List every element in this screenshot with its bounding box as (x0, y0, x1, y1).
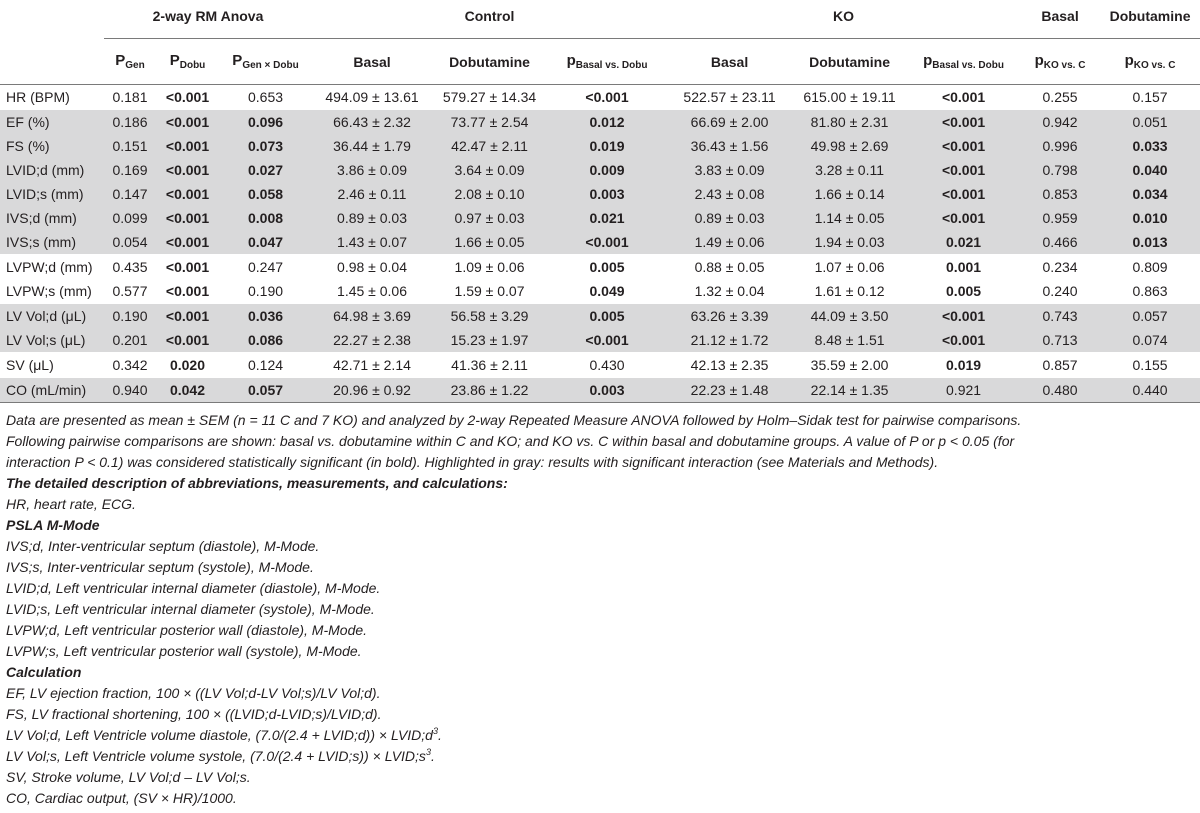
group-control: Control (312, 0, 667, 39)
cell-control-p: <0.001 (547, 230, 667, 255)
col-ko-basal: Basal (667, 39, 792, 85)
cell-basal-p: 0.234 (1042, 259, 1078, 275)
cell-p-gen: 0.099 (104, 206, 156, 230)
cell-dobutamine-p: 0.074 (1100, 328, 1200, 353)
cell-p-gen: 0.054 (104, 230, 156, 255)
cell-ko-dobutamine: 8.48 ± 1.51 (792, 328, 907, 353)
table-row (0, 255, 1200, 280)
cell-dobutamine-p: 0.157 (1100, 85, 1200, 110)
cell-basal-p: 0.857 (1020, 353, 1100, 378)
cell-p-gen: 0.342 (104, 353, 156, 378)
table-footnotes (6, 410, 1196, 809)
cell-ko-dobutamine: 1.07 ± 0.06 (814, 259, 885, 275)
cell-ko-p: 0.019 (907, 353, 1020, 378)
note-methods-3: interaction P < 0.1) was considered statistically significant (in bold). Highlighted in gray: results with significant interaction (see Materials and Methods). (6, 454, 939, 470)
cell-p-interaction: 0.058 (219, 182, 312, 206)
note-methods-1: Data are presented as mean ± SEM (n = 11 C and 7 KO) and analyzed by 2-way Repeated Measure ANOVA followed by Holm–Sidak test for pairwise comparisons. (6, 412, 1022, 428)
cell-control-dobutamine: 1.59 ± 0.07 (432, 279, 547, 304)
cell-control-basal: 64.98 ± 3.69 (312, 304, 432, 329)
note-heading-psla: PSLA M-Mode (6, 517, 100, 533)
group-anova: 2-way RM Anova (104, 0, 312, 39)
cell-ko-basal: 22.23 ± 1.48 (667, 378, 792, 403)
table-row (0, 353, 1200, 378)
cell-p-dobu: <0.001 (156, 230, 219, 255)
cell-row-label: LV Vol;s (μL) (0, 328, 104, 353)
cell-control-p: <0.001 (547, 328, 667, 353)
cell-ko-dobutamine: 615.00 ± 19.11 (792, 85, 907, 110)
cell-p-dobu: <0.001 (156, 304, 219, 329)
cell-control-basal: 494.09 ± 13.61 (312, 85, 432, 110)
cell-row-label: FS (%) (0, 134, 104, 158)
cell-ko-dobutamine: 1.14 ± 0.05 (792, 206, 907, 230)
table-row (0, 206, 1200, 230)
cell-ko-p: <0.001 (907, 304, 1020, 329)
cell-dobutamine-p: 0.010 (1100, 206, 1200, 230)
cell-ko-dobutamine: 81.80 ± 2.31 (792, 110, 907, 135)
cell-basal-p: 0.480 (1020, 378, 1100, 403)
col-basal-p: $p_{KO vs. C}$ (1020, 39, 1100, 85)
cell-control-p: 0.003 (547, 182, 667, 206)
cell-ko-p: <0.001 (907, 110, 1020, 135)
echo-table (0, 0, 1200, 403)
cell-p-dobu: 0.020 (156, 353, 219, 378)
cell-basal-p: 0.466 (1020, 230, 1100, 255)
cell-ko-basal: 63.26 ± 3.39 (667, 304, 792, 329)
cell-ko-dobutamine: 49.98 ± 2.69 (792, 134, 907, 158)
cell-control-dobutamine: 3.64 ± 0.09 (432, 158, 547, 182)
note-lvvold: LV Vol;d, Left Ventricle volume diastole, (7.0/(2.4 + LVID;d)) × $LVID;d^3$. (6, 726, 442, 743)
cell-control-basal: 22.27 ± 2.38 (312, 328, 432, 353)
cell-control-dobutamine: 579.27 ± 14.34 (432, 85, 547, 110)
cell-ko-basal: 42.13 ± 2.35 (667, 353, 792, 378)
note-lvpws: LVPW;s, Left ventricular posterior wall (systole), M-Mode. (6, 643, 362, 659)
cell-ko-basal: 0.89 ± 0.03 (667, 206, 792, 230)
cell-control-p: 0.019 (547, 134, 667, 158)
cell-control-dobutamine: 1.66 ± 0.05 (432, 230, 547, 255)
cell-control-dobutamine: 73.77 ± 2.54 (432, 110, 547, 135)
cell-p-dobu: <0.001 (156, 328, 219, 353)
cell-p-dobu: <0.001 (156, 182, 219, 206)
cell-control-dobutamine: 41.36 ± 2.11 (432, 353, 547, 378)
cell-ko-p: <0.001 (907, 182, 1020, 206)
cell-p-interaction: 0.047 (219, 230, 312, 255)
cell-control-dobutamine: 42.47 ± 2.11 (432, 134, 547, 158)
cell-ko-basal: 0.88 ± 0.05 (694, 259, 765, 275)
table-row (0, 110, 1200, 135)
cell-control-dobutamine: 2.08 ± 0.10 (432, 182, 547, 206)
cell-p-gen: 0.435 (112, 259, 148, 275)
col-dobutamine-p: $p_{KO vs. C}$ (1100, 39, 1200, 85)
note-lvidd: LVID;d, Left ventricular internal diameter (diastole), M-Mode. (6, 580, 381, 596)
table-row (0, 85, 1200, 110)
cell-p-interaction: 0.190 (219, 279, 312, 304)
cell-control-p: 0.005 (547, 304, 667, 329)
col-control-basal: Basal (312, 39, 432, 85)
cell-ko-basal: 3.83 ± 0.09 (667, 158, 792, 182)
cell-control-basal: 1.43 ± 0.07 (312, 230, 432, 255)
cell-row-label: IVS;s (mm) (0, 230, 104, 255)
col-ko-p: $p_{Basal vs. Dobu}$ (907, 39, 1020, 85)
cell-basal-p: 0.959 (1020, 206, 1100, 230)
cell-row-label: CO (mL/min) (0, 378, 104, 403)
note-lvpwd: LVPW;d, Left ventricular posterior wall (diastole), M-Mode. (6, 622, 368, 638)
cell-control-basal: 2.46 ± 0.11 (312, 182, 432, 206)
cell-basal-p: 0.713 (1020, 328, 1100, 353)
table-row (0, 279, 1200, 304)
cell-dobutamine-p: 0.034 (1100, 182, 1200, 206)
note-ivss: IVS;s, Inter-ventricular septum (systole), M-Mode. (6, 559, 314, 575)
header-row-columns (0, 39, 1200, 85)
cell-p-gen: 0.169 (104, 158, 156, 182)
note-sv: SV, Stroke volume, LV Vol;d – LV Vol;s. (6, 769, 251, 785)
cell-basal-p: 0.996 (1020, 134, 1100, 158)
cell-p-gen: 0.181 (104, 85, 156, 110)
group-dobutamine: Dobutamine (1100, 0, 1200, 39)
cell-dobutamine-p: 0.040 (1100, 158, 1200, 182)
table-row (0, 182, 1200, 206)
cell-ko-p: <0.001 (907, 158, 1020, 182)
cell-p-interaction: 0.073 (219, 134, 312, 158)
cell-basal-p: 0.743 (1020, 304, 1100, 329)
table-row (0, 328, 1200, 353)
cell-row-label: SV (μL) (0, 353, 104, 378)
cell-dobutamine-p: 0.013 (1100, 230, 1200, 255)
cell-dobutamine-p: 0.863 (1100, 279, 1200, 304)
note-heading-detail: The detailed description of abbreviations, measurements, and calculations: (6, 475, 508, 491)
cell-control-dobutamine: 15.23 ± 1.97 (432, 328, 547, 353)
cell-dobutamine-p: 0.440 (1100, 378, 1200, 403)
table-row (0, 230, 1200, 255)
col-control-p: $p_{Basal vs. Dobu}$ (547, 39, 667, 85)
cell-p-dobu: <0.001 (156, 134, 219, 158)
cell-p-interaction: 0.008 (219, 206, 312, 230)
cell-row-label: LVID;s (mm) (0, 182, 104, 206)
cell-ko-dobutamine: 22.14 ± 1.35 (792, 378, 907, 403)
cell-ko-p: <0.001 (907, 206, 1020, 230)
cell-ko-basal: 36.43 ± 1.56 (667, 134, 792, 158)
cell-basal-p: 0.853 (1020, 182, 1100, 206)
cell-ko-dobutamine: 1.94 ± 0.03 (792, 230, 907, 255)
cell-ko-p: <0.001 (907, 328, 1020, 353)
cell-dobutamine-p: 0.057 (1100, 304, 1200, 329)
cell-row-label: IVS;d (mm) (0, 206, 104, 230)
cell-row-label: LVPW;d (mm) (6, 259, 93, 275)
cell-ko-dobutamine: 3.28 ± 0.11 (792, 158, 907, 182)
cell-ko-basal: 522.57 ± 23.11 (667, 85, 792, 110)
note-ivsd: IVS;d, Inter-ventricular septum (diastole), M-Mode. (6, 538, 320, 554)
cell-ko-dobutamine: 1.66 ± 0.14 (792, 182, 907, 206)
note-methods-2: Following pairwise comparisons are shown: basal vs. dobutamine within C and KO; and KO vs. C within basal and dobutamine groups. A value of P or p < 0.05 (for (6, 433, 1015, 449)
cell-dobutamine-p: 0.155 (1100, 353, 1200, 378)
col-p-interaction: $P_{Gen \times Dobu}$ (219, 39, 312, 85)
cell-p-gen: 0.201 (104, 328, 156, 353)
cell-p-gen: 0.151 (104, 134, 156, 158)
cell-control-basal: 3.86 ± 0.09 (312, 158, 432, 182)
cell-p-gen: 0.940 (104, 378, 156, 403)
group-ko: KO (667, 0, 1020, 39)
cell-p-dobu: <0.001 (156, 279, 219, 304)
cell-control-dobutamine: 56.58 ± 3.29 (432, 304, 547, 329)
cell-ko-basal: 21.12 ± 1.72 (667, 328, 792, 353)
note-heading-calculation: Calculation (6, 664, 82, 680)
col-p-dobu: $P_{Dobu}$ (156, 39, 219, 85)
col-p-gen: $P_{Gen}$ (104, 39, 156, 85)
cell-p-dobu: 0.042 (156, 378, 219, 403)
cell-basal-p: 0.240 (1020, 279, 1100, 304)
col-ko-dobutamine: Dobutamine (792, 39, 907, 85)
col-control-dobutamine: Dobutamine (432, 39, 547, 85)
cell-control-p: 0.005 (589, 259, 625, 275)
cell-control-basal: 20.96 ± 0.92 (312, 378, 432, 403)
cell-control-basal: 1.45 ± 0.06 (312, 279, 432, 304)
cell-control-p: 0.021 (547, 206, 667, 230)
cell-row-label: EF (%) (0, 110, 104, 135)
cell-control-p: 0.430 (547, 353, 667, 378)
cell-control-basal: 0.89 ± 0.03 (312, 206, 432, 230)
cell-control-p: 0.009 (547, 158, 667, 182)
table-row (0, 304, 1200, 329)
cell-ko-p: <0.001 (907, 85, 1020, 110)
cell-basal-p: 0.798 (1020, 158, 1100, 182)
cell-ko-p: 0.005 (907, 279, 1020, 304)
cell-p-interaction: 0.027 (219, 158, 312, 182)
cell-dobutamine-p: 0.051 (1100, 110, 1200, 135)
cell-row-label: HR (BPM) (0, 85, 104, 110)
cell-p-gen: 0.190 (104, 304, 156, 329)
cell-dobutamine-p: 0.809 (1132, 259, 1168, 275)
cell-basal-p: 0.942 (1020, 110, 1100, 135)
table-row (0, 134, 1200, 158)
cell-control-basal: 36.44 ± 1.79 (312, 134, 432, 158)
cell-control-basal: 0.98 ± 0.04 (337, 259, 407, 275)
cell-row-label: LV Vol;d (μL) (0, 304, 104, 329)
cell-control-p: 0.049 (547, 279, 667, 304)
cell-p-interaction: 0.057 (219, 378, 312, 403)
cell-p-dobu: <0.001 (156, 85, 219, 110)
cell-ko-p: 0.021 (907, 230, 1020, 255)
cell-p-interaction: 0.247 (247, 259, 284, 275)
cell-p-dobu: <0.001 (156, 206, 219, 230)
cell-control-basal: 42.71 ± 2.14 (312, 353, 432, 378)
cell-p-dobu: <0.001 (156, 110, 219, 135)
cell-p-gen: 0.186 (104, 110, 156, 135)
note-ef: EF, LV ejection fraction, 100 × ((LV Vol;d-LV Vol;s)/LV Vol;d). (6, 685, 381, 701)
cell-control-p: 0.003 (547, 378, 667, 403)
cell-control-p: <0.001 (547, 85, 667, 110)
cell-ko-p: 0.921 (907, 378, 1020, 403)
cell-control-dobutamine: 23.86 ± 1.22 (432, 378, 547, 403)
cell-ko-dobutamine: 44.09 ± 3.50 (792, 304, 907, 329)
cell-control-dobutamine: 0.97 ± 0.03 (432, 206, 547, 230)
cell-ko-basal: 1.32 ± 0.04 (667, 279, 792, 304)
cell-control-p: 0.012 (547, 110, 667, 135)
cell-ko-basal: 66.69 ± 2.00 (667, 110, 792, 135)
cell-ko-p: 0.001 (946, 259, 982, 275)
cell-control-basal: 66.43 ± 2.32 (312, 110, 432, 135)
cell-basal-p: 0.255 (1020, 85, 1100, 110)
cell-control-dobutamine: 1.09 ± 0.06 (454, 259, 525, 275)
header-row-groups (0, 0, 1200, 39)
cell-dobutamine-p: 0.033 (1100, 134, 1200, 158)
cell-p-interaction: 0.096 (219, 110, 312, 135)
cell-ko-p: <0.001 (907, 134, 1020, 158)
note-lvvols: LV Vol;s, Left Ventricle volume systole, (7.0/(2.4 + LVID;s)) × $LVID;s^3$. (6, 747, 435, 764)
note-hr: HR, heart rate, ECG. (6, 496, 136, 512)
cell-p-dobu: <0.001 (156, 158, 219, 182)
note-lvids: LVID;s, Left ventricular internal diameter (systole), M-Mode. (6, 601, 375, 617)
cell-ko-dobutamine: 1.61 ± 0.12 (792, 279, 907, 304)
cell-p-dobu: <0.001 (165, 259, 210, 275)
cell-p-interaction: 0.124 (219, 353, 312, 378)
cell-row-label: LVPW;s (mm) (0, 279, 104, 304)
cell-ko-basal: 2.43 ± 0.08 (667, 182, 792, 206)
table-row (0, 378, 1200, 403)
cell-p-interaction: 0.086 (219, 328, 312, 353)
cell-p-gen: 0.147 (104, 182, 156, 206)
note-co: CO, Cardiac output, (SV × HR)/1000. (6, 790, 237, 806)
cell-ko-basal: 1.49 ± 0.06 (667, 230, 792, 255)
cell-row-label: LVID;d (mm) (0, 158, 104, 182)
table-row (0, 158, 1200, 182)
note-fs: FS, LV fractional shortening, 100 × ((LVID;d-LVID;s)/LVID;d). (6, 706, 382, 722)
cell-p-interaction: 0.653 (219, 85, 312, 110)
cell-p-interaction: 0.036 (219, 304, 312, 329)
group-basal: Basal (1020, 0, 1100, 39)
cell-p-gen: 0.577 (104, 279, 156, 304)
cell-ko-dobutamine: 35.59 ± 2.00 (792, 353, 907, 378)
